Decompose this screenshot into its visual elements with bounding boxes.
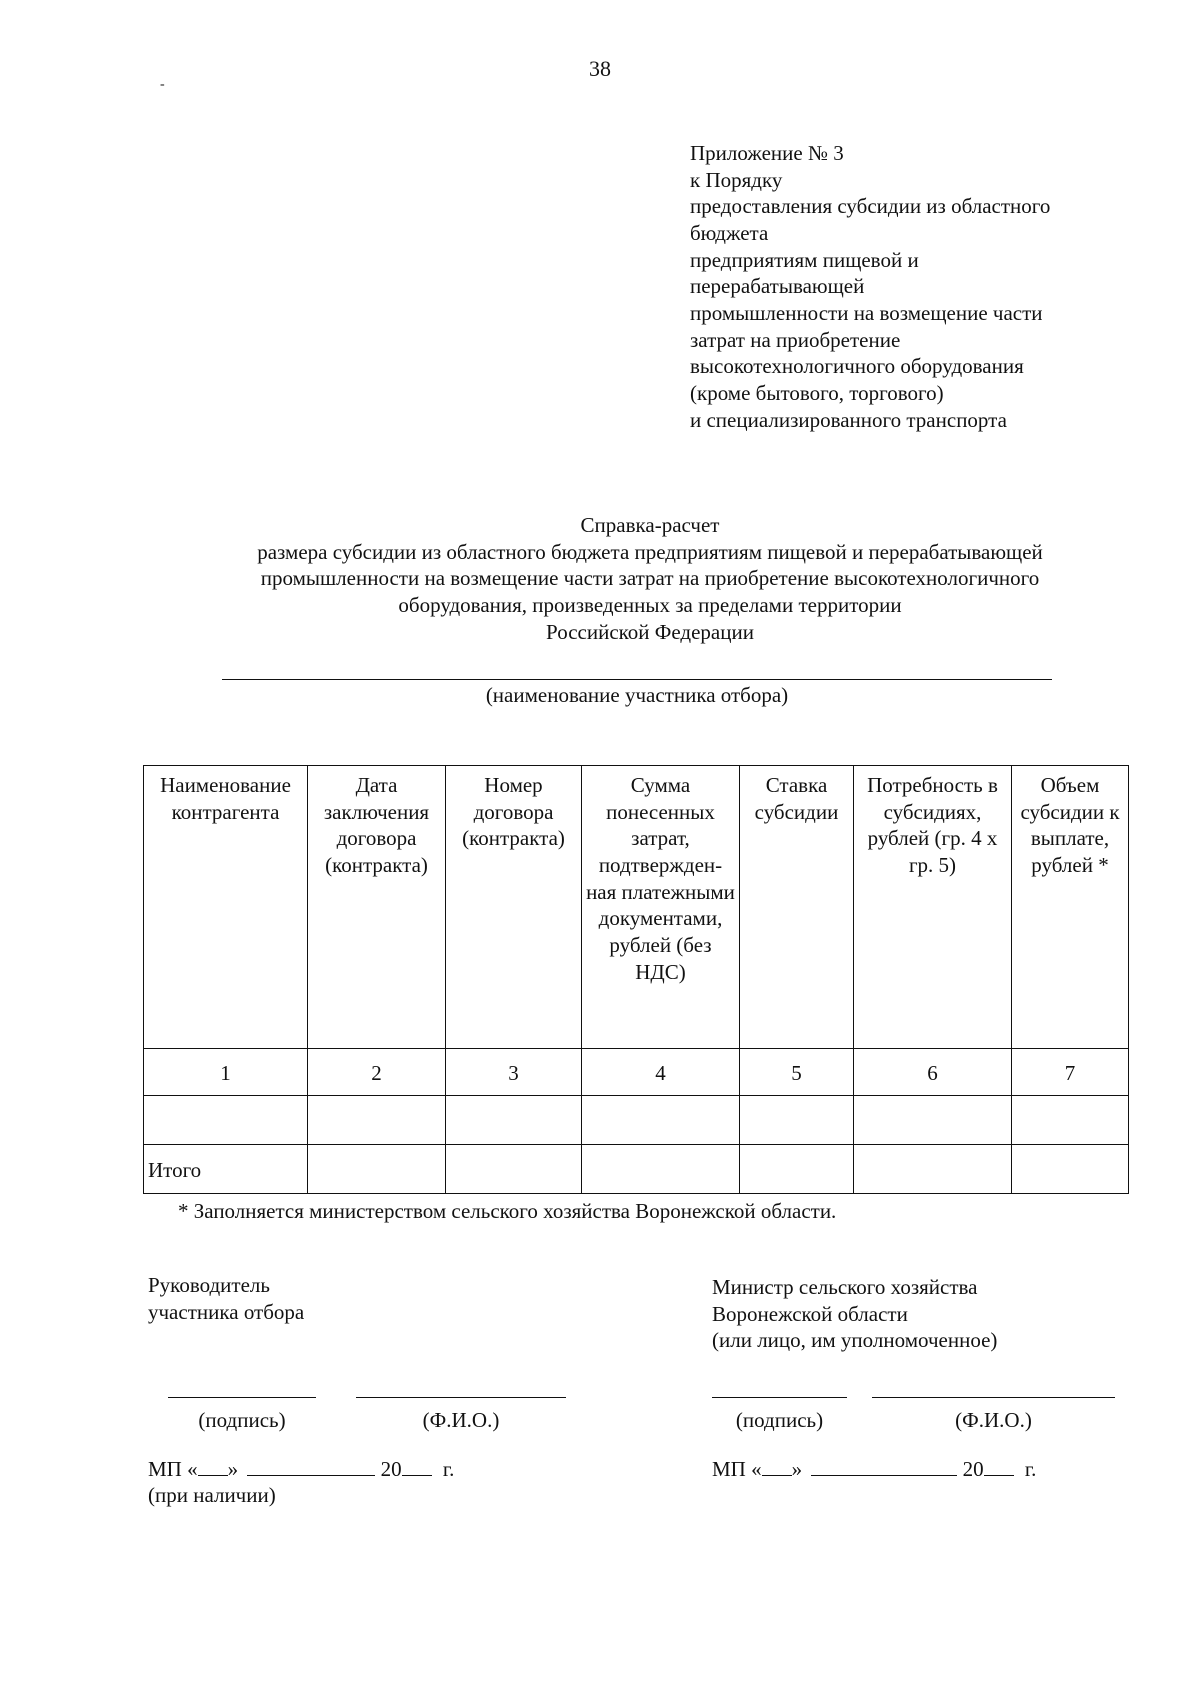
participant-caption: (наименование участника отбора): [485, 683, 789, 707]
col-header-subsidy-payout: Объем субсидии к выплате, рублей *: [1012, 766, 1129, 1049]
col-header-costs-sum: Сумма понесенных затрат, подтвержден-ная платежными документами, рублей (без НДС): [582, 766, 740, 1049]
title-line: промышленности на возмещение части затрат на приобретение высокотехнологичного: [260, 566, 1040, 591]
left-date-line: [148, 1456, 454, 1483]
title-line: оборудования, произведенных за пределами территории: [398, 592, 902, 617]
page-number: 38: [589, 56, 611, 81]
appendix-line: промышленности на возмещение части: [690, 300, 1043, 325]
left-year-field[interactable]: [402, 1457, 432, 1476]
appendix-line: Приложение № 3: [690, 141, 844, 165]
appendix-block: [690, 140, 1130, 433]
appendix-line: бюджета: [690, 220, 769, 245]
left-mp-label: МП «: [148, 1457, 198, 1481]
right-year-field[interactable]: [984, 1457, 1014, 1476]
appendix-line: и специализированного транспорта: [690, 407, 1007, 432]
right-signatory-title: [712, 1274, 1152, 1354]
left-signature-line[interactable]: [168, 1397, 316, 1398]
left-mp-note: (при наличии): [148, 1483, 276, 1507]
right-sign-caption: (подпись): [735, 1408, 824, 1432]
total-label: Итого: [144, 1145, 308, 1194]
right-title-line: Министр сельского хозяйства: [712, 1275, 978, 1299]
left-signatory-title: [148, 1272, 548, 1325]
table-cell[interactable]: [740, 1145, 854, 1194]
col-header-subsidy-need: Потребность в субсидиях, рублей (гр. 4 х гр. 5): [854, 766, 1012, 1049]
appendix-line: высокотехнологичного оборудования: [690, 354, 1024, 379]
right-title-line: (или лицо, им уполномоченное): [712, 1328, 998, 1353]
right-name-line[interactable]: [872, 1397, 1115, 1398]
right-month-field[interactable]: [811, 1457, 957, 1476]
appendix-line: к Порядку: [690, 167, 783, 192]
title-line: Справка-расчет: [580, 513, 720, 537]
col-number: 4: [582, 1049, 740, 1096]
left-sign-caption: (подпись): [198, 1408, 286, 1432]
table-cell[interactable]: [582, 1096, 740, 1145]
left-name-caption: (Ф.И.О.): [422, 1408, 500, 1432]
appendix-line: предоставления субсидии из областного: [690, 194, 1051, 219]
left-title-line: участника отбора: [148, 1299, 305, 1324]
table-total-row: [144, 1145, 1129, 1194]
appendix-line: затрат на приобретение: [690, 327, 901, 352]
left-quote-close: »: [227, 1457, 239, 1481]
table-cell[interactable]: [740, 1096, 854, 1145]
col-number: 3: [446, 1049, 582, 1096]
table-row: [144, 1096, 1129, 1145]
right-date-line: [712, 1456, 1036, 1483]
col-number: 1: [144, 1049, 308, 1096]
right-quote-close: »: [791, 1457, 803, 1481]
col-header-subsidy-rate: Ставка субсидии: [740, 766, 854, 1049]
table-cell[interactable]: [1012, 1145, 1129, 1194]
appendix-line: (кроме бытового, торгового): [690, 380, 944, 405]
participant-name-field[interactable]: [222, 679, 1052, 680]
col-number: 7: [1012, 1049, 1129, 1096]
col-number: 2: [308, 1049, 446, 1096]
table-cell[interactable]: [1012, 1096, 1129, 1145]
col-header-contract-number: Номер договора (контракта): [446, 766, 582, 1049]
table-cell[interactable]: [308, 1096, 446, 1145]
left-name-line[interactable]: [356, 1397, 566, 1398]
document-title: [100, 512, 1200, 645]
appendix-line: предприятиям пищевой и: [690, 247, 919, 272]
right-signature-line[interactable]: [712, 1397, 847, 1398]
table-cell[interactable]: [144, 1096, 308, 1145]
table-cell[interactable]: [446, 1145, 582, 1194]
table-header-row: [144, 766, 1129, 1049]
col-header-counterparty: Наименование контрагента: [144, 766, 308, 1049]
left-year-label: 20: [380, 1457, 402, 1481]
right-mp-label: МП «: [712, 1457, 762, 1481]
table-cell[interactable]: [854, 1096, 1012, 1145]
left-year-suffix: г.: [442, 1457, 455, 1481]
title-line: размера субсидии из областного бюджета предприятиям пищевой и перерабатывающей: [257, 539, 1043, 564]
col-header-contract-date: Дата заключения договора (контракта): [308, 766, 446, 1049]
col-number: 6: [854, 1049, 1012, 1096]
footnote: * Заполняется министерством сельского хозяйства Воронежской области.: [178, 1199, 837, 1223]
stray-mark: -: [160, 77, 165, 92]
right-year-label: 20: [962, 1457, 984, 1481]
right-name-caption: (Ф.И.О.): [955, 1408, 1032, 1432]
right-year-suffix: г.: [1024, 1457, 1037, 1481]
table-cell[interactable]: [582, 1145, 740, 1194]
table-cell[interactable]: [446, 1096, 582, 1145]
left-title-line: Руководитель: [148, 1273, 270, 1297]
right-title-line: Воронежской области: [712, 1301, 908, 1326]
left-day-field[interactable]: [198, 1457, 228, 1476]
table-number-row: [144, 1049, 1129, 1096]
col-number: 5: [740, 1049, 854, 1096]
left-month-field[interactable]: [247, 1457, 375, 1476]
table-cell[interactable]: [308, 1145, 446, 1194]
title-line: Российской Федерации: [546, 619, 754, 644]
table-cell[interactable]: [854, 1145, 1012, 1194]
right-day-field[interactable]: [762, 1457, 792, 1476]
appendix-line: перерабатывающей: [690, 274, 865, 299]
subsidy-table: [143, 765, 1129, 1194]
